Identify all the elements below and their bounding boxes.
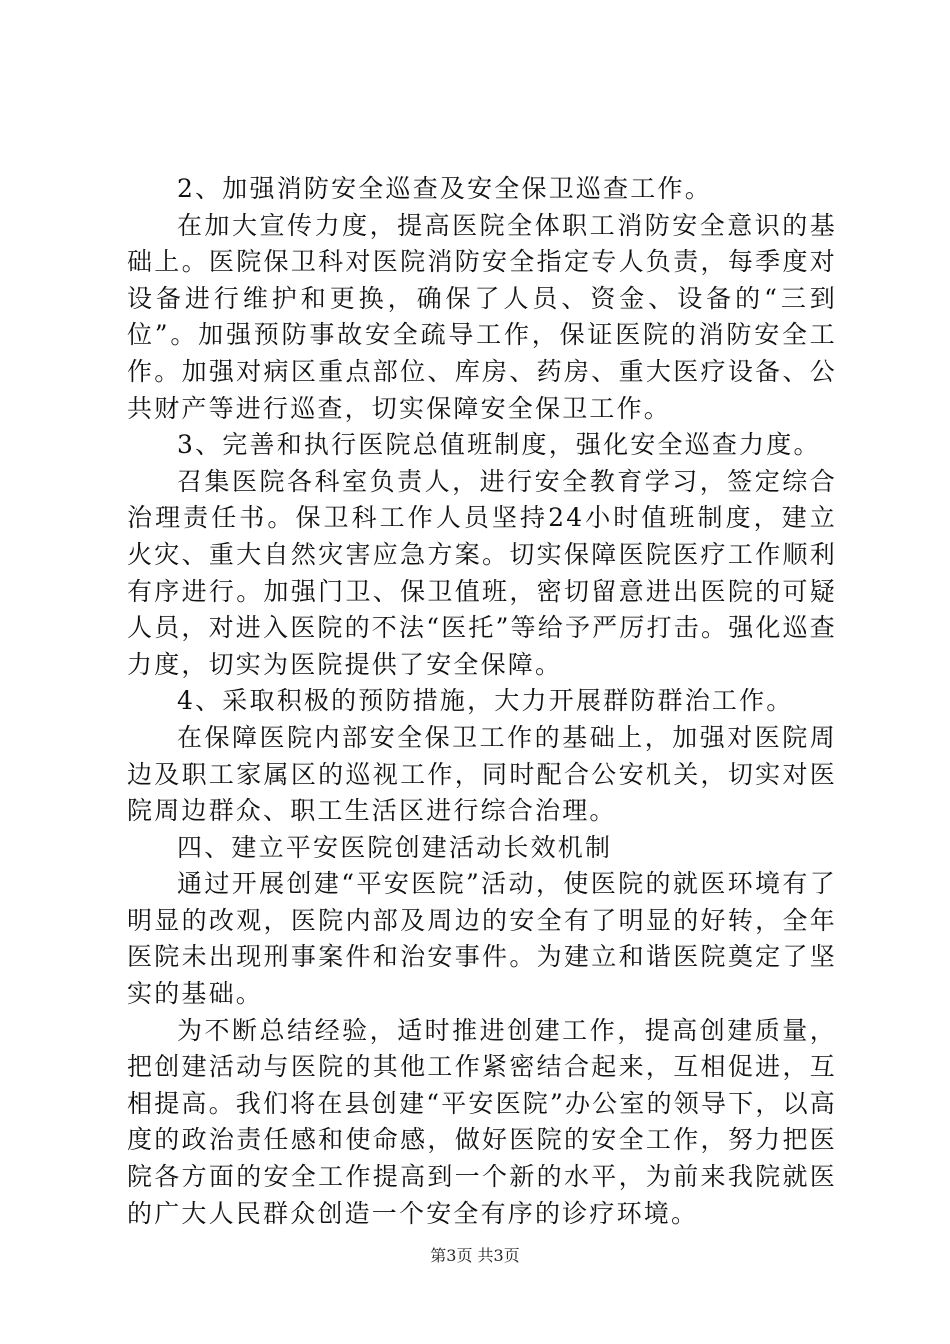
page-footer	[0, 1246, 950, 1266]
paragraph-fire-safety: 在加大宣传力度，提高医院全体职工消防安全意识的基础上。医院保卫科对医院消防安全指定专人负责，每季度对设备进行维护和更换，确保了人员、资金、设备的“三到位”。加强预防事故安全疏导工作，保证医院的消防安全工作。加强对病区重点部位、库房、药房、重大医疗设备、公共财产等进行巡查，切实保障安全保卫工作。	[127, 210, 837, 423]
section-heading-four: 四、建立平安医院创建活动长效机制	[177, 832, 613, 862]
paragraph-heading-3: 3、完善和执行医院总值班制度，强化安全巡查力度。	[177, 430, 821, 460]
paragraph-duty-system: 召集医院各科室负责人，进行安全教育学习，签定综合治理责任书。保卫科工作人员坚持24小时值班制度，建立火灾、重大自然灾害应急方案。切实保障医院医疗工作顺利有序进行。加强门卫、保卫值班，密切留意进出医院的可疑人员，对进入医院的不法“医托”等给予严厉打击。强化巡查力度，切实为医院提供了安全保障。	[127, 466, 837, 679]
paragraph-heading-4: 4、采取积极的预防措施，大力开展群防群治工作。	[177, 686, 794, 716]
document-body	[127, 171, 837, 1232]
paragraph-conclusion: 为不断总结经验，适时推进创建工作，提高创建质量，把创建活动与医院的其他工作紧密结合起来，互相促进，互相提高。我们将在县创建“平安医院”办公室的领导下，以高度的政治责任感和使命感，做好医院的安全工作，努力把医院各方面的安全工作提高到一个新的水平，为前来我院就医的广大人民群众创造一个安全有序的诊疗环境。	[127, 1015, 837, 1228]
paragraph-heading-2: 2、加强消防安全巡查及安全保卫巡查工作。	[177, 174, 712, 203]
paragraph-results: 通过开展创建“平安医院”活动，使医院的就医环境有了明显的改观，医院内部及周边的安全有了明显的好转，全年医院未出现刑事案件和治安事件。为建立和谐医院奠定了坚实的基础。	[127, 869, 837, 1009]
paragraph-prevention: 在保障医院内部安全保卫工作的基础上，加强对医院周边及职工家属区的巡视工作，同时配合公安机关，切实对医院周边群众、职工生活区进行综合治理。	[127, 722, 837, 826]
page-number-label: 第3页 共3页	[430, 1246, 520, 1265]
